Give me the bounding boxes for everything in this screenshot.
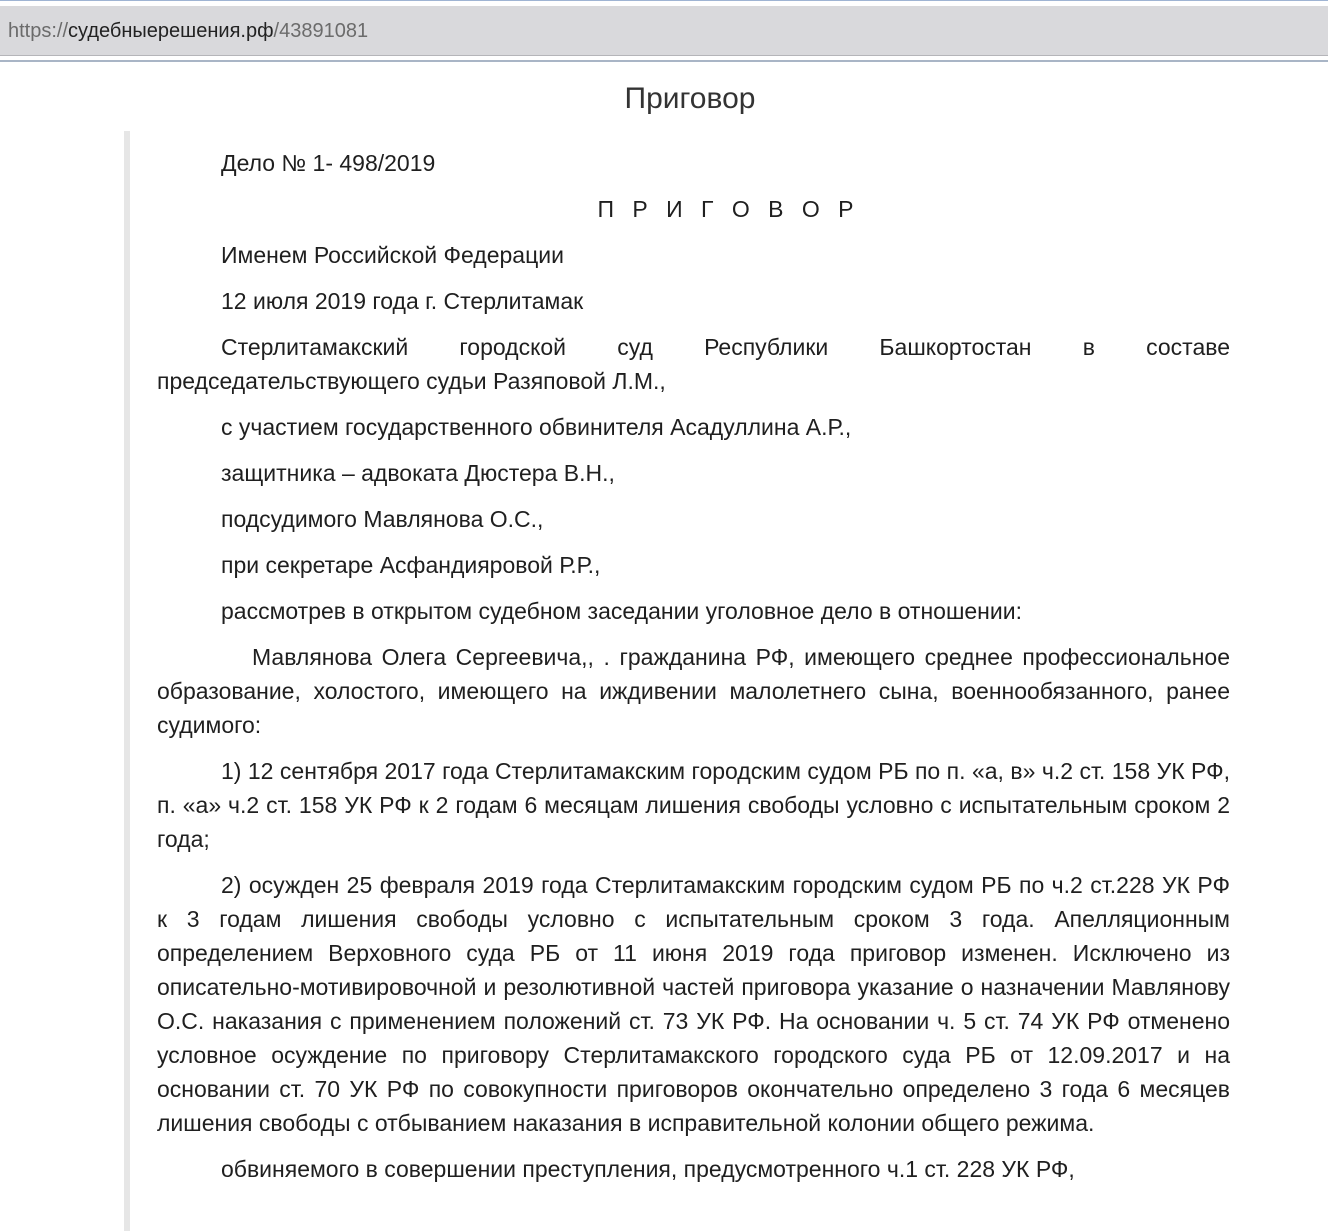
url-host: судебныерешения.рф [68,20,274,42]
url-field[interactable] [8,20,368,43]
case-number: Дело № 1- 498/2019 [221,150,436,176]
url-protocol: https:// [8,20,69,42]
prior-conviction-2: 2) осужден 25 февраля 2019 года Стерлитамакским городским судом РБ по ч.2 ст.228 УК РФ к 3 годам лишения свободы условно с испытательным сроком 3 года. Апелляционным определением Верховного суда РБ от 11 июня 2019 года приговор изменен. Исключено из описательно-мотивировочной и резолютивной частей приговора указание о назначении Мавлянову О.С. наказания с применением положений ст. 73 УК РФ. На основании ч. 5 ст. 74 УК РФ отменено условное осуждение по приговору Стерлитамакского городского суда РБ от 12.09.2017 и на основании ст. 70 УК РФ по совокупности приговоров окончательно определено 3 года 6 месяцев лишения свободы с отбыванием наказания в исправительной колонии общего режима. [157,872,1230,1136]
court-composition: Стерлитамакский городской суд Республики Башкортостан в составе председательствующего судьи Разяповой Л.М., [157,334,1230,394]
document-body [157,146,1230,1198]
defendant-line: подсудимого Мавлянова О.С., [221,506,544,532]
considered-line: рассмотрев в открытом судебном заседании уголовное дело в отношении: [221,598,1022,624]
toolbar-divider [0,60,1328,62]
prosecutor-line: с участием государственного обвинителя Асадуллина А.Р., [221,414,852,440]
prior-conviction-1: 1) 12 сентября 2017 года Стерлитамакским городским судом РБ по п. «а, в» ч.2 ст. 158 УК РФ, п. «а» ч.2 ст. 158 УК РФ к 2 годам 6 месяцам лишения свободы условно с испытательным сроком 2 года; [157,758,1230,852]
secretary-line: при секретаре Асфандияровой Р.Р., [221,552,601,578]
verdict-heading: П Р И Г О В О Р [597,196,860,222]
url-path: /43891081 [273,20,369,42]
in-the-name-line: Именем Российской Федерации [221,242,564,268]
quote-left-border [124,131,130,1231]
date-place-line: 12 июля 2019 года г. Стерлитамак [221,288,584,314]
address-bar[interactable] [0,6,1328,56]
defendant-description: Мавлянова Олега Сергеевича,, . гражданина РФ, имеющего среднее профессиональное образование, холостого, имеющего на иждивении малолетнего сына, военнообязанного, ранее судимого: [157,644,1230,738]
charge-line: обвиняемого в совершении преступления, предусмотренного ч.1 ст. 228 УК РФ, [221,1156,1075,1182]
defender-line: защитника – адвоката Дюстера В.Н., [221,460,615,486]
page-title: Приговор [624,82,756,115]
